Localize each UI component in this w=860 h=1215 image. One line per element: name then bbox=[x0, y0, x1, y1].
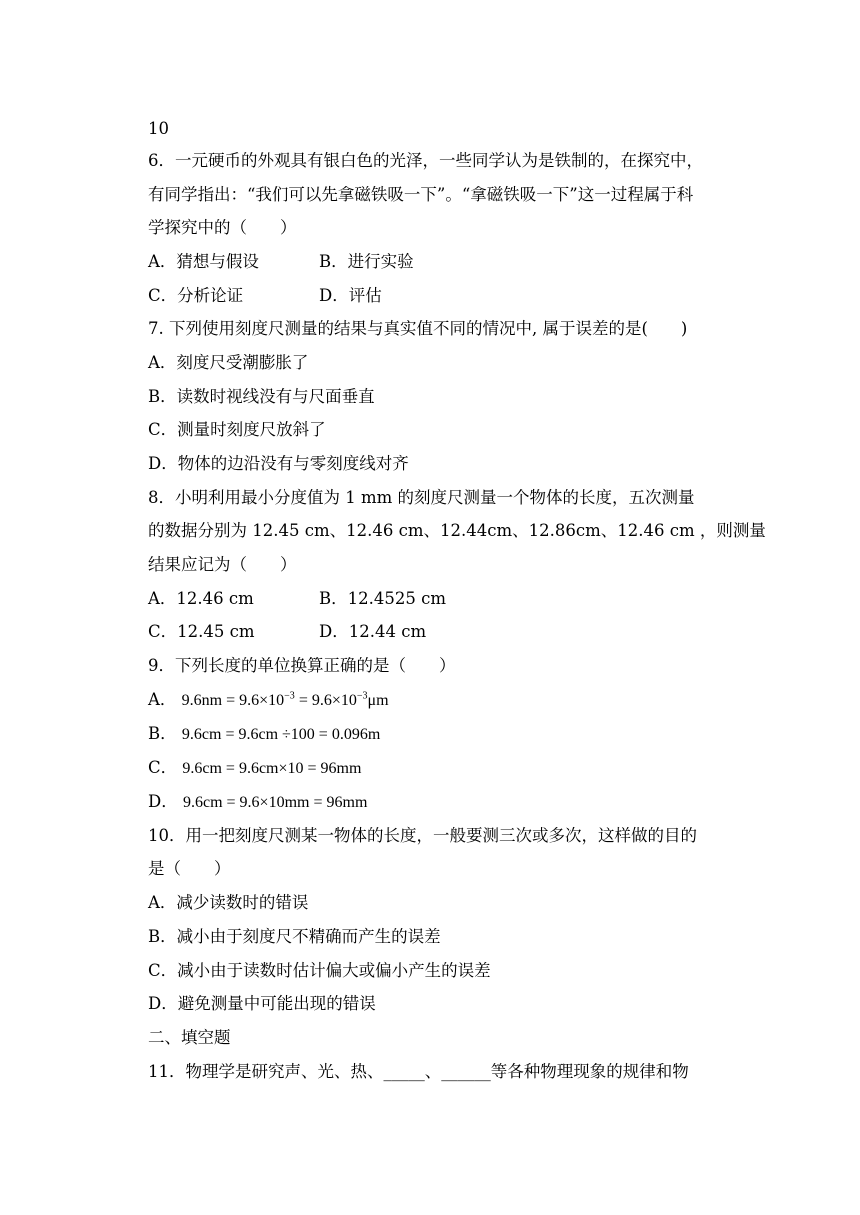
q8-stem-line3: 结果应记为（ ） bbox=[148, 555, 297, 574]
q10-option-c: C．减小由于读数时估计偏大或偏小产生的误差 bbox=[148, 961, 491, 980]
q6-options-row2 bbox=[148, 285, 748, 307]
q9-stem: 9．下列长度的单位换算正确的是（ ） bbox=[148, 656, 456, 675]
q8-option-b: B．12.4525 cm bbox=[319, 589, 446, 608]
q8-option-a: A．12.46 cm bbox=[148, 589, 254, 608]
q8-stem-line1: 8．小明利用最小分度值为 1 mm 的刻度尺测量一个物体的长度，五次测量 bbox=[148, 488, 695, 507]
q10-stem-line1: 10．用一把刻度尺测某一物体的长度，一般要测三次或多次，这样做的目的 bbox=[148, 826, 697, 845]
page-number: 10 bbox=[148, 119, 169, 138]
q8-stem-line2: 的数据分别为 12.45 cm、12.46 cm、12.44cm、12.86cm、12.46 cm ，则测量 bbox=[148, 521, 766, 540]
q6-option-d: D．评估 bbox=[319, 286, 382, 305]
q6-stem-line3: 学探究中的（ ） bbox=[148, 218, 297, 237]
q9-option-d bbox=[148, 791, 748, 814]
q6-stem-line2: 有同学指出：“我们可以先拿磁铁吸一下”。“拿磁铁吸一下”这一过程属于科 bbox=[148, 185, 694, 204]
q9-option-a-label: A． bbox=[148, 690, 177, 709]
q7-option-d: D．物体的边沿没有与零刻度线对齐 bbox=[148, 454, 409, 473]
section-title-fill-blank: 二、填空题 bbox=[148, 1028, 231, 1047]
q9-option-c-label: C． bbox=[148, 758, 178, 777]
q8-options-row2 bbox=[148, 621, 748, 643]
q7-option-c: C．测量时刻度尺放斜了 bbox=[148, 420, 326, 439]
q7-stem: 7. 下列使用刻度尺测量的结果与真实值不同的情况中, 属于误差的是( ) bbox=[148, 319, 688, 338]
q9-option-c bbox=[148, 757, 748, 780]
q10-option-a: A．减少读数时的错误 bbox=[148, 893, 309, 912]
q8-option-c: C．12.45 cm bbox=[148, 622, 255, 641]
q6-option-a: A．猜想与假设 bbox=[148, 252, 259, 271]
q9-option-d-label: D． bbox=[148, 792, 178, 811]
q8-option-d: D．12.44 cm bbox=[319, 622, 427, 641]
q6-options-row1 bbox=[148, 251, 748, 273]
q6-option-c: C．分析论证 bbox=[148, 286, 244, 305]
q9-option-b-formula: 9.6cm = 9.6cm ÷100 = 0.096m bbox=[181, 726, 381, 743]
q8-options-row1 bbox=[148, 588, 748, 610]
q9-option-a bbox=[148, 689, 748, 712]
q6-option-b: B．进行实验 bbox=[319, 252, 414, 271]
q10-option-b: B．减小由于刻度尺不精确而产生的误差 bbox=[148, 927, 441, 946]
q7-option-a: A．刻度尺受潮膨胀了 bbox=[148, 353, 309, 372]
q9-option-b bbox=[148, 723, 748, 746]
q6-stem-line1: 6．一元硬币的外观具有银白色的光泽，一些同学认为是铁制的，在探究中， bbox=[148, 151, 703, 170]
q11-stem-line1: 11．物理学是研究声、光、热、_____、______等各种物理现象的规律和物 bbox=[148, 1062, 689, 1081]
q10-option-d: D．避免测量中可能出现的错误 bbox=[148, 994, 376, 1013]
q7-option-b: B．读数时视线没有与尺面垂直 bbox=[148, 387, 375, 406]
q9-option-b-label: B． bbox=[148, 724, 177, 743]
q9-option-a-formula: $9.6nm = 9.6\times 10^{-3} = 9.6\times 10^{-3}\mu m$ bbox=[181, 690, 389, 709]
q9-option-c-formula: 9.6cm = 9.6cm×10 = 96mm bbox=[182, 760, 362, 777]
q9-option-d-formula: 9.6cm = 9.6×10mm = 96mm bbox=[182, 794, 368, 811]
q10-stem-line2: 是（ ） bbox=[148, 859, 231, 878]
